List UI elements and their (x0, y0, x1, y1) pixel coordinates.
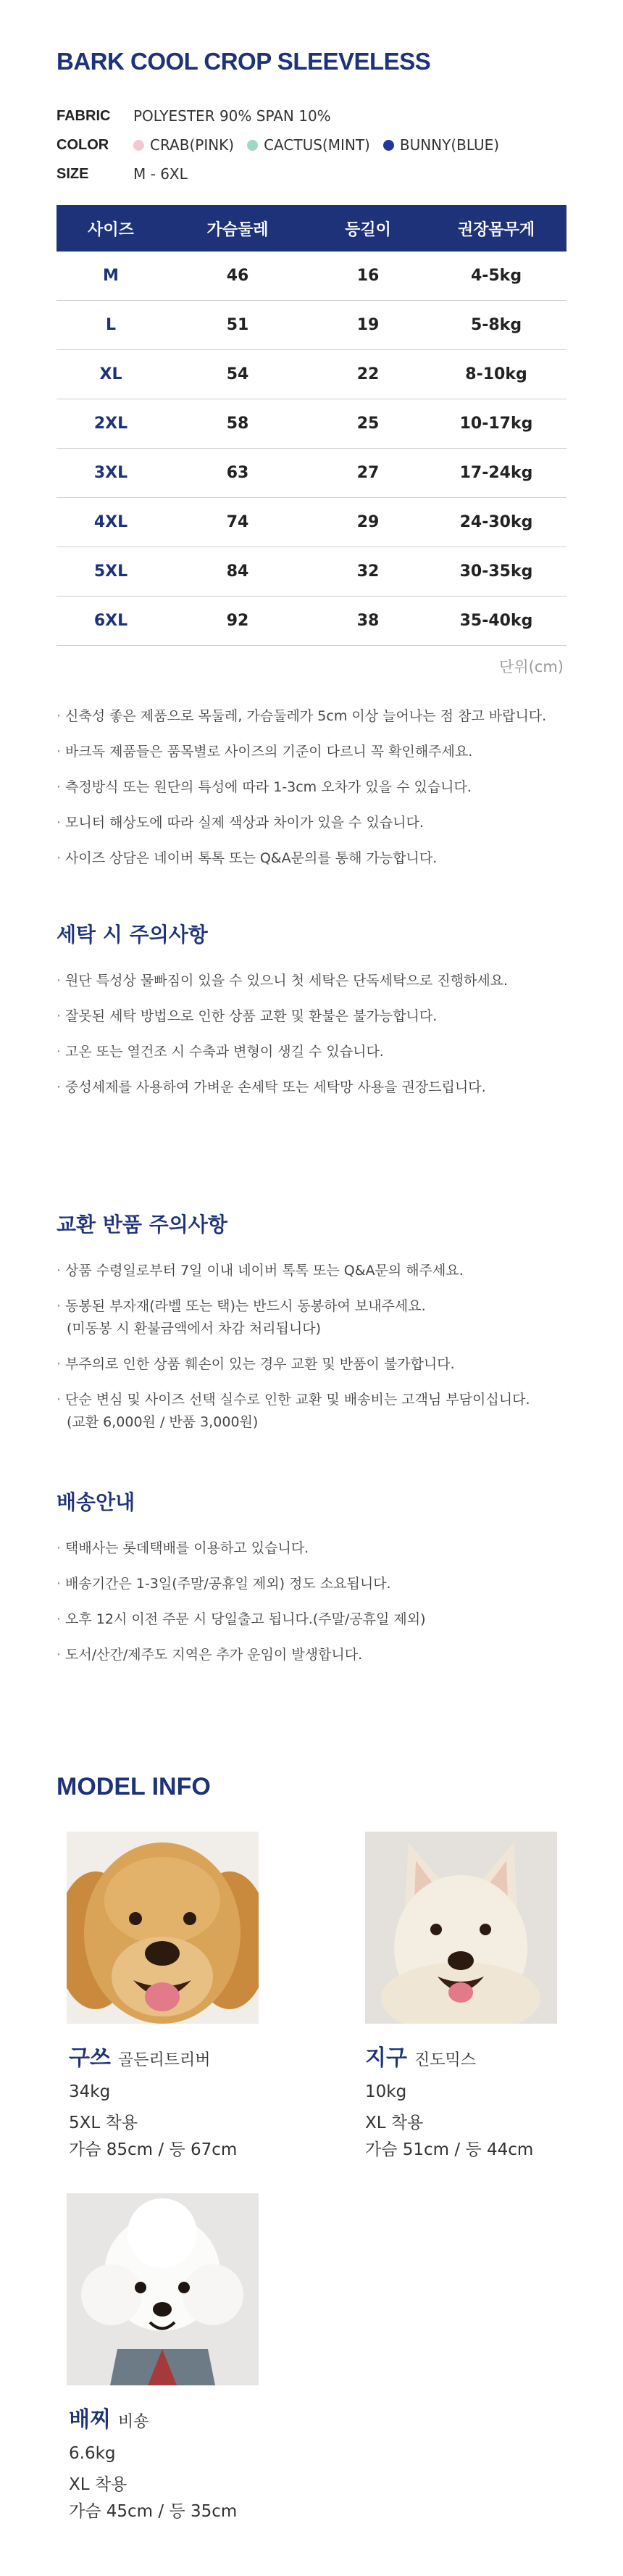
color-options (133, 136, 512, 154)
back-length-cell: 16 (310, 252, 426, 301)
size-table-row (57, 301, 566, 350)
header-back-length: 등길이 (310, 205, 426, 252)
weight-cell: 24-30kg (426, 498, 566, 547)
model-photo-bichon (67, 2193, 259, 2385)
model-name-row-2 (365, 2040, 476, 2072)
color-swatch-mint (247, 140, 258, 151)
back-length-cell: 27 (310, 449, 426, 498)
washing-heading: 세탁 시 주의사항 (57, 923, 208, 947)
fabric-value: POLYESTER 90% SPAN 10% (133, 107, 331, 125)
shipping-list (57, 1537, 426, 1679)
exchange-item-subtext: (미동봉 시 환불금액에서 차감 처리됩니다) (67, 1321, 322, 1337)
size-cell: 2XL (57, 399, 165, 449)
size-table-row (57, 498, 566, 547)
exchange-heading: 교환 반품 주의사항 (57, 1213, 227, 1237)
shipping-item (57, 1608, 426, 1631)
back-length-cell: 29 (310, 498, 426, 547)
chest-cell: 92 (165, 597, 310, 646)
exchange-item-text: 부주의로 인한 상품 훼손이 있는 경우 교환 및 반품이 불가합니다. (65, 1356, 455, 1372)
weight-cell: 30-35kg (426, 547, 566, 597)
color-name-mint: CACTUS(MINT) (264, 136, 370, 154)
bullet-dot: · (57, 1611, 62, 1627)
bullet-dot: · (57, 1263, 62, 1279)
bullet-dot: · (57, 1079, 62, 1095)
washing-item (57, 1076, 508, 1099)
size-cell: 3XL (57, 449, 165, 498)
model-photo-jindo-mix (365, 1832, 557, 2024)
back-length-cell: 38 (310, 597, 426, 646)
size-table-header-row (57, 205, 566, 252)
bullet-dot: · (57, 1008, 62, 1024)
color-option-pink (133, 136, 234, 154)
bullet-dot: · (57, 973, 62, 989)
washing-item (57, 1005, 508, 1028)
model-weight: 34kg (69, 2082, 111, 2101)
chest-cell: 51 (165, 301, 310, 350)
color-name-pink: CRAB(PINK) (150, 136, 235, 154)
back-length-cell: 19 (310, 301, 426, 350)
washing-item-text: 중성세제를 사용하여 가벼운 손세탁 또는 세탁망 사용을 권장드립니다. (65, 1079, 486, 1095)
back-length-cell: 32 (310, 547, 426, 597)
color-label: COLOR (57, 136, 109, 153)
model-name-row-1 (69, 2040, 210, 2072)
bullet-dot: · (57, 779, 62, 795)
size-table-row (57, 399, 566, 449)
size-note-item-text: 사이즈 상담은 네이버 톡톡 또는 Q&A문의를 통해 가능합니다. (65, 850, 438, 866)
washing-item-text: 원단 특성상 물빠짐이 있을 수 있으니 첫 세탁은 단독세탁으로 진행하세요. (65, 973, 509, 989)
color-option-mint (247, 136, 370, 154)
shipping-item (57, 1644, 426, 1666)
header-size: 사이즈 (57, 205, 165, 252)
bullet-dot: · (57, 815, 62, 831)
shipping-heading: 배송안내 (57, 1490, 135, 1514)
size-note-item (57, 847, 546, 870)
exchange-item-text: 상품 수령일로부터 7일 이내 네이버 톡톡 또는 Q&A문의 해주세요. (65, 1263, 464, 1279)
size-cell: L (57, 301, 165, 350)
model-info-heading: MODEL INFO (57, 1773, 211, 1800)
back-length-cell: 22 (310, 350, 426, 399)
weight-cell: 17-24kg (426, 449, 566, 498)
chest-cell: 54 (165, 350, 310, 399)
bullet-dot: · (57, 1647, 62, 1663)
size-note-item-text: 모니터 해상도에 따라 실제 색상과 차이가 있을 수 있습니다. (65, 815, 424, 831)
model-name: 배찌 (69, 2407, 111, 2432)
size-note-item (57, 741, 546, 763)
size-note-item (57, 776, 546, 799)
shipping-item-text: 도서/산간/제주도 지역은 추가 운임이 발생합니다. (65, 1647, 363, 1663)
size-table-row (57, 597, 566, 646)
fabric-label: FABRIC (57, 107, 111, 124)
bullet-dot: · (57, 850, 62, 866)
weight-cell: 35-40kg (426, 597, 566, 646)
size-table-row (57, 252, 566, 301)
bullet-dot: · (57, 708, 62, 724)
size-cell: M (57, 252, 165, 301)
fabric-row (57, 107, 331, 125)
size-value: M - 6XL (133, 165, 188, 183)
header-recommended-weight: 권장몸무게 (426, 205, 566, 252)
color-swatch-blue (383, 140, 394, 151)
color-name-blue: BUNNY(BLUE) (399, 136, 500, 154)
color-swatch-pink (133, 140, 144, 151)
bullet-dot: · (57, 1044, 62, 1060)
unit-label: 단위(cm) (499, 658, 564, 676)
exchange-item (57, 1389, 530, 1434)
exchange-item (57, 1353, 530, 1376)
model-name: 지구 (365, 2045, 407, 2071)
model-measure: 가슴 45cm / 등 35cm (69, 2502, 238, 2521)
shipping-item (57, 1573, 426, 1595)
bullet-dot: · (57, 1576, 62, 1592)
size-notes-list (57, 705, 546, 883)
chest-cell: 63 (165, 449, 310, 498)
model-measure: 가슴 85cm / 등 67cm (69, 2140, 238, 2159)
model-weight: 10kg (365, 2082, 407, 2101)
chest-cell: 74 (165, 498, 310, 547)
washing-list (57, 970, 508, 1112)
size-table (57, 205, 566, 646)
exchange-item-text: 동봉된 부자재(라벨 또는 택)는 반드시 동봉하여 보내주세요. (65, 1298, 426, 1314)
size-note-item (57, 812, 546, 834)
weight-cell: 10-17kg (426, 399, 566, 449)
size-table-row (57, 547, 566, 597)
size-cell: XL (57, 350, 165, 399)
size-note-item (57, 705, 546, 728)
model-weight: 6.6kg (69, 2444, 116, 2463)
size-row (57, 165, 188, 183)
model-size: 5XL 착용 (69, 2114, 138, 2132)
exchange-list (57, 1260, 530, 1447)
size-table-body (57, 252, 566, 646)
size-cell: 5XL (57, 547, 165, 597)
bullet-dot: · (57, 1356, 62, 1372)
washing-item (57, 1041, 508, 1063)
shipping-item-text: 배송기간은 1-3일(주말/공휴일 제외) 정도 소요됩니다. (65, 1576, 391, 1592)
color-row (57, 136, 512, 154)
product-title: BARK COOL CROP SLEEVELESS (57, 48, 431, 75)
shipping-item-text: 택배사는 롯데택배를 이용하고 있습니다. (65, 1540, 309, 1556)
size-cell: 4XL (57, 498, 165, 547)
back-length-cell: 25 (310, 399, 426, 449)
model-name: 구쓰 (69, 2045, 111, 2071)
bullet-dot: · (57, 1540, 62, 1556)
size-note-item-text: 신축성 좋은 제품으로 목둘레, 가슴둘레가 5cm 이상 늘어나는 점 참고 바랍니다. (65, 708, 547, 724)
model-size: XL 착용 (69, 2475, 127, 2494)
chest-cell: 58 (165, 399, 310, 449)
header-chest: 가슴둘레 (165, 205, 310, 252)
model-breed: 골든리트리버 (117, 2051, 211, 2069)
washing-item-text: 잘못된 세탁 방법으로 인한 상품 교환 및 환불은 불가능합니다. (65, 1008, 438, 1024)
bullet-dot: · (57, 744, 62, 760)
exchange-item (57, 1260, 530, 1282)
size-note-item-text: 바크독 제품들은 품목별로 사이즈의 기준이 다르니 꼭 확인해주세요. (65, 744, 473, 760)
chest-cell: 46 (165, 252, 310, 301)
weight-cell: 5-8kg (426, 301, 566, 350)
shipping-item (57, 1537, 426, 1560)
model-measure: 가슴 51cm / 등 44cm (365, 2140, 534, 2159)
exchange-item-subtext: (교환 6,000원 / 반품 3,000원) (67, 1414, 259, 1430)
washing-item-text: 고온 또는 열건조 시 수축과 변형이 생길 수 있습니다. (65, 1044, 384, 1060)
size-note-item-text: 측정방식 또는 원단의 특성에 따라 1-3cm 오차가 있을 수 있습니다. (65, 779, 472, 795)
model-breed: 진도믹스 (414, 2051, 476, 2069)
model-size: XL 착용 (365, 2114, 424, 2132)
bullet-dot: · (57, 1392, 62, 1408)
shipping-item-text: 오후 12시 이전 주문 시 당일출고 됩니다.(주말/공휴일 제외) (65, 1611, 426, 1627)
size-cell: 6XL (57, 597, 165, 646)
color-option-blue (383, 136, 499, 154)
model-photo-golden-retriever (67, 1832, 259, 2024)
size-label: SIZE (57, 165, 89, 182)
exchange-item (57, 1295, 530, 1340)
size-table-row (57, 350, 566, 399)
size-table-row (57, 449, 566, 498)
model-breed: 비숑 (117, 2413, 149, 2431)
model-name-row-3 (69, 2401, 149, 2433)
weight-cell: 4-5kg (426, 252, 566, 301)
chest-cell: 84 (165, 547, 310, 597)
weight-cell: 8-10kg (426, 350, 566, 399)
bullet-dot: · (57, 1298, 62, 1314)
exchange-item-text: 단순 변심 및 사이즈 선택 실수로 인한 교환 및 배송비는 고객님 부담이십니다. (65, 1392, 530, 1408)
washing-item (57, 970, 508, 992)
